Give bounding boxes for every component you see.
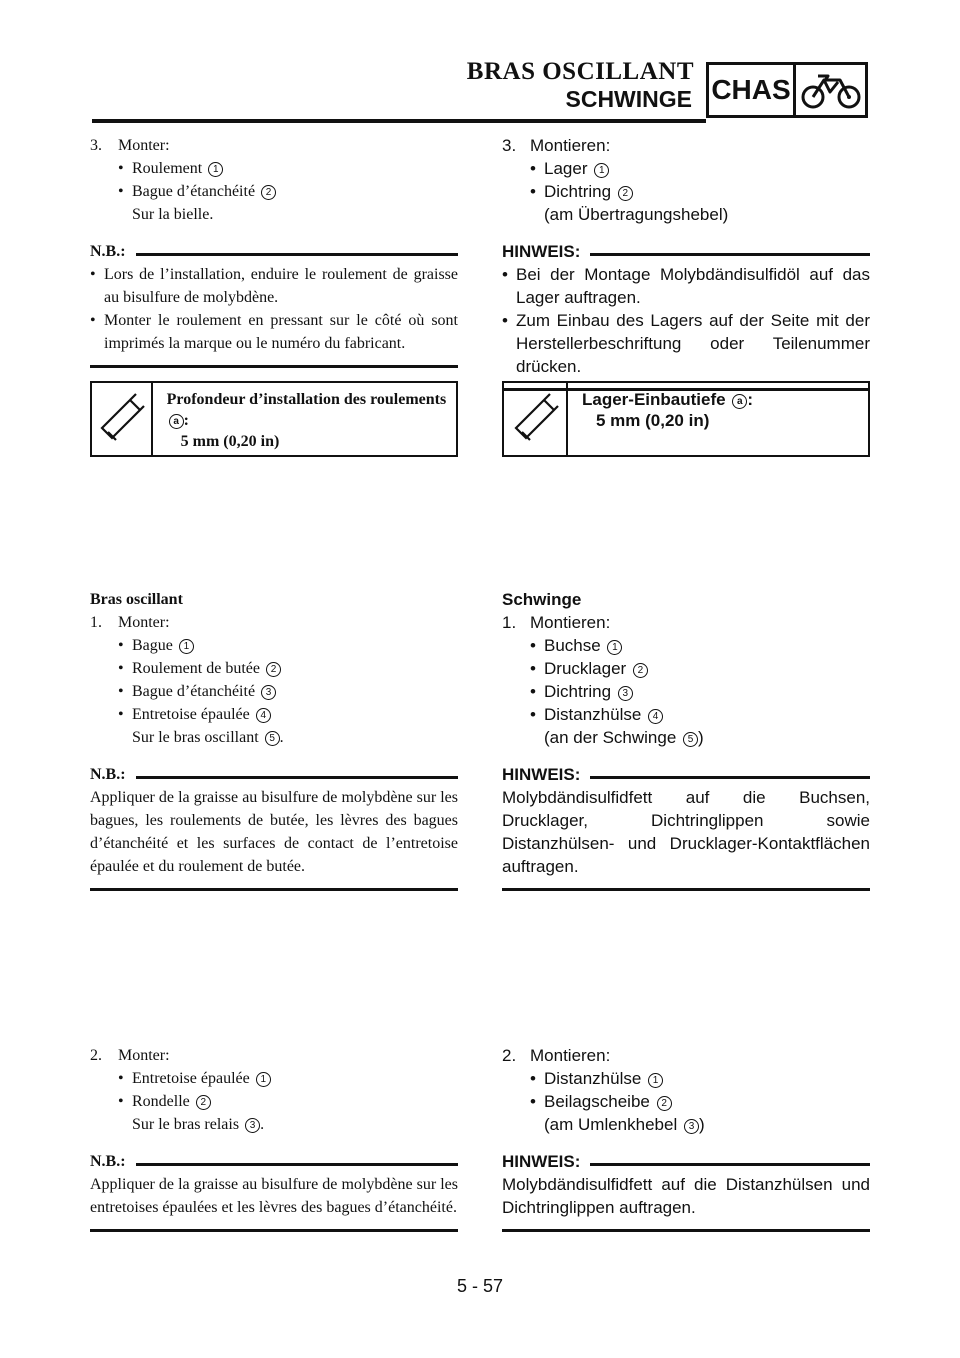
note-text: Molybdändisulfidfett auf die Distanzhülsen und Dichtringlippen auftragen. [502,1175,870,1217]
section-heading: Schwinge [502,590,582,609]
page-number: 5 - 57 [456,1276,504,1296]
caliper-icon [504,383,568,455]
location-text: (an der Schwinge 5 ) [544,728,704,747]
note-text: Appliquer de la graisse au bisulfure de molybdène sur les bagues, les roulements de butée, les lèvres des bagues d’étanchéité et les surfaces de contact de l’entretoise épaulée et du roulement de butée. [90,789,458,875]
step-title: Montieren: [530,136,611,155]
left-section-2: Bras oscillant 1. Monter: • Bague 1 • Roulement de butée 2 • Bague d’étanchéité 3 • Entretoise épaulée 4 Sur le bras oscillant 5 . N.B.: Appliquer de la graisse au bisulfure de molybdène sur les bagues, les roulements de butée, les lèvres des bagues d’étanchéité et les surfaces de contact de l’entretoise épaulée et du roulement de butée. [90,588,458,891]
note-end-rule [90,1229,458,1232]
step-title: Montieren: [530,1046,611,1065]
part-item: Roulement 1 [132,157,223,180]
right-section-3: 2. Montieren: • Distanzhülse 1 • Beilagscheibe 2 (am Umlenkhebel 3 ) HINWEIS: Molybdändisulfidfett auf die Distanzhülsen und Dichtringlippen auftragen. [502,1044,870,1232]
part-item: Beilagscheibe 2 [544,1090,672,1113]
note-end-rule [90,365,458,368]
location-text: (am Übertragungshebel) [544,205,729,224]
caliper-icon [92,383,153,455]
step-number: 3. [502,136,517,155]
left-section-1: 3. Monter: • Roulement 1 • Bague d’étanchéité 2 Sur la bielle. N.B.: • Lors de l’installation, enduire le roulement de graisse au bisulfure de molybdène. • Monter le roulement en pressant sur le côté où sont imprimés la marque ou le numéro du fabricant. [90,134,458,368]
note-header: N.B.: [90,1150,458,1173]
spec-value: 5 mm (0,20 in) [596,411,710,430]
step-title: Montieren: [530,613,611,632]
part-item: Dichtring 3 [544,680,633,703]
step-number: 1. [502,613,517,632]
part-item: Buchse 1 [544,634,622,657]
spec-box-de: Lager-Einbautiefe a : 5 mm (0,20 in) [502,381,870,457]
part-item: Distanzhülse 1 [544,1067,663,1090]
step-number: 2. [502,1046,517,1065]
part-item: Rondelle 2 [132,1090,211,1113]
part-item: Bague d’étanchéité 3 [132,680,276,703]
motorcycle-icon [796,65,865,115]
left-section-3: 2. Monter: • Entretoise épaulée 1 • Rondelle 2 Sur le bras relais 3 . N.B.: Appliquer de la graisse au bisulfure de molybdène sur les entretoises épaulées et les lèvres des bagues d’étanchéité. [90,1044,458,1232]
note-header: HINWEIS: [502,763,870,786]
part-item: Roulement de butée 2 [132,657,281,680]
section-tab [706,62,868,118]
note-header: N.B.: [90,763,458,786]
note-header: N.B.: [90,240,458,263]
header-title-fr: BRAS OSCILLANT [466,58,694,85]
part-item: Bague d’étanchéité 2 [132,180,276,203]
header-rule [92,119,706,123]
note-text: Molybdändisulfidfett auf die Buchsen, Drucklager, Dichtringlippen sowie Distanzhülsen- und Drucklager-Kontaktflächen auftragen. [502,788,870,876]
part-item: Distanzhülse 4 [544,703,663,726]
spec-box-fr: Profondeur d’installation des roulements a : 5 mm (0,20 in) [90,381,458,457]
location-text: (am Umlenkhebel 3 ) [544,1115,705,1134]
note-end-rule [502,888,870,891]
location-text: Sur le bras oscillant 5 . [132,729,284,746]
part-item: Dichtring 2 [544,180,633,203]
step-title: Monter: [118,137,170,154]
header-title-de: SCHWINGE [565,86,692,112]
note-end-rule [90,888,458,891]
step-number: 3. [90,137,102,154]
part-item: Bague 1 [132,634,194,657]
spec-value: 5 mm (0,20 in) [180,433,280,450]
step-title: Monter: [118,614,170,631]
spec-label: Profondeur d’installation des roulements [166,391,447,408]
step-number: 2. [90,1047,102,1064]
part-item: Entretoise épaulée 4 [132,703,271,726]
note-header: HINWEIS: [502,240,870,263]
step-title: Monter: [118,1047,170,1064]
part-item: Entretoise épaulée 1 [132,1067,271,1090]
right-section-2: Schwinge 1. Montieren: • Buchse 1 • Drucklager 2 • Dichtring 3 • Distanzhülse 4 (an der Schwinge 5 ) HINWEIS: Molybdändisulfidfett auf die Buchsen, Drucklager, Dichtringlippen sowie Distanzhülsen- und Drucklager-Kontaktflächen auftragen. [502,588,870,891]
note-list: • Bei der Montage Molybdändisulfidöl auf das Lager auftragen. • Zum Einbau des Lagers auf der Seite mit der Herstellerbeschriftung oder Teilenummer drücken. [502,265,870,376]
spec-label: Lager-Einbautiefe [582,390,726,409]
part-item: Lager 1 [544,157,609,180]
note-header: HINWEIS: [502,1150,870,1173]
step-number: 1. [90,614,102,631]
section-heading: Bras oscillant [90,591,183,608]
note-end-rule [502,1229,870,1232]
right-section-1: 3. Montieren: • Lager 1 • Dichtring 2 (am Übertragungshebel) HINWEIS: • Bei der Montage Molybdändisulfidöl auf das Lager auftragen. • Zum Einbau des Lagers auf der Seite mit der Herstellerbeschriftung oder Teilenummer drücken. [502,134,870,391]
section-label: CHAS [709,65,796,115]
part-item: Drucklager 2 [544,657,648,680]
location-text: Sur le bras relais 3 . [132,1116,265,1133]
note-list: • Lors de l’installation, enduire le roulement de graisse au bisulfure de molybdène. • Monter le roulement en pressant sur le côté où sont imprimés la marque ou le numéro du fabricant. [90,266,458,352]
location-text: Sur la bielle. [132,206,214,223]
note-text: Appliquer de la graisse au bisulfure de molybdène sur les entretoises épaulées et les lèvres des bagues d’étanchéité. [90,1176,458,1216]
